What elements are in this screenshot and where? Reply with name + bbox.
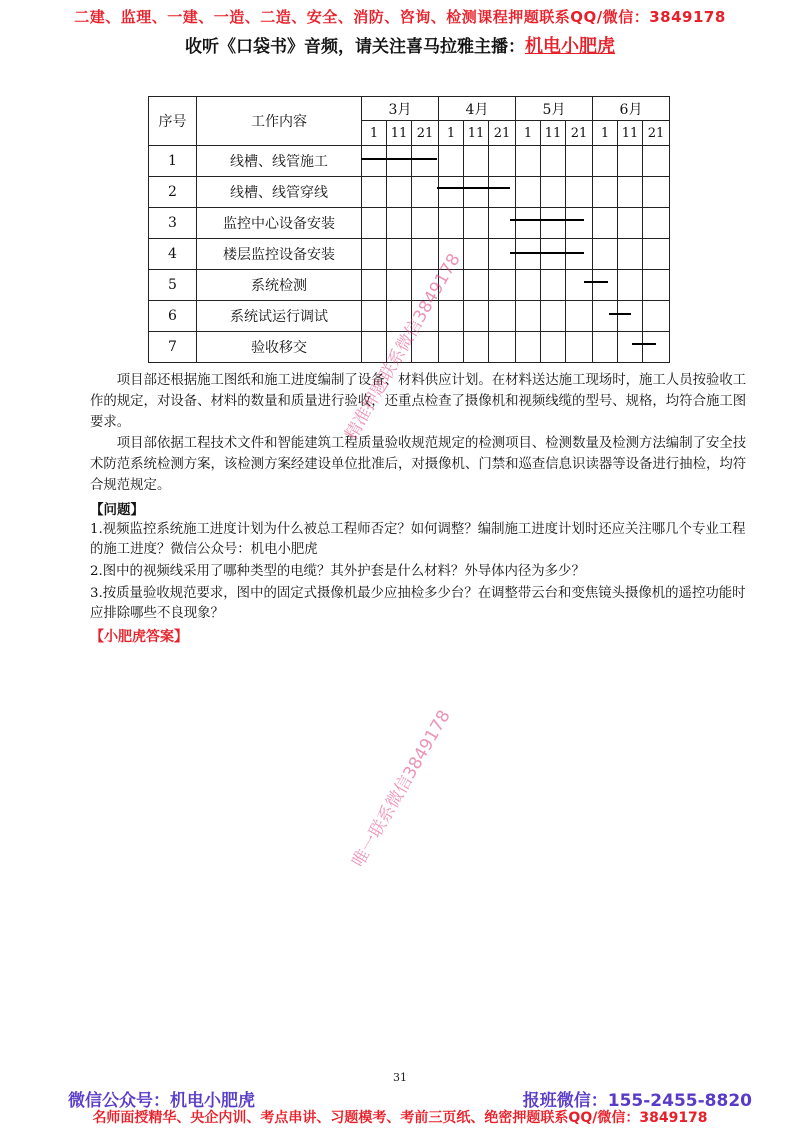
table-row	[149, 208, 670, 239]
row-task: 线槽、线管施工	[197, 146, 362, 177]
gantt-bar-6	[609, 313, 631, 315]
day-header: 11	[464, 121, 489, 146]
month-header: 6月	[593, 97, 670, 121]
paragraph-1: 项目部还根据施工图纸和施工进度编制了设备、材料供应计划。在材料送达施工现场时，施工人员按验收工作的规定，对设备、材料的数量和质量进行验收，还重点检查了摄像机和视频线缆的型号、规格，均符合施工图要求。	[90, 373, 747, 430]
row-task: 监控中心设备安装	[197, 208, 362, 239]
gantt-bar-5	[584, 281, 608, 283]
row-no: 7	[149, 332, 197, 363]
row-task: 验收移交	[197, 332, 362, 363]
day-header: 21	[566, 121, 593, 146]
day-header: 21	[489, 121, 516, 146]
table-row	[149, 239, 670, 270]
day-header: 1	[593, 121, 618, 146]
question-heading: 【问题】	[90, 502, 144, 518]
day-header: 11	[618, 121, 643, 146]
row-no: 4	[149, 239, 197, 270]
row-task: 线槽、线管穿线	[197, 177, 362, 208]
row-no: 1	[149, 146, 197, 177]
day-header: 11	[387, 121, 412, 146]
gantt-bar-4	[510, 252, 584, 254]
footer-enroll-label: 报班微信：	[522, 1091, 608, 1111]
top-banner: 二建、监理、一建、一造、二造、安全、消防、咨询、检测课程押题联系QQ/微信：3849178	[74, 8, 726, 26]
row-task: 系统检测	[197, 270, 362, 301]
question-3: 3.按质量验收规范要求，图中的固定式摄像机最少应抽检多少台？在调整带云台和变焦镜头摄像机的遥控功能时应排除哪些不良现象？	[90, 586, 746, 621]
question-2: 2.图中的视频线采用了哪种类型的电缆？其外护套是什么材料？外导体内径为多少？	[90, 564, 585, 579]
subtitle-prefix: 收听《口袋书》音频，请关注喜马拉雅主播：	[185, 37, 525, 57]
gantt-bar-7	[632, 343, 656, 345]
gantt-bar-1	[361, 158, 437, 160]
footer-enroll-number: 155-2455-8820	[607, 1091, 752, 1111]
table-row	[149, 146, 670, 177]
footer-wechat-account: 微信公众号：机电小肥虎	[68, 1091, 255, 1111]
watermark-2: 唯一联系微信3849178	[348, 706, 455, 871]
header-task: 工作内容	[197, 97, 362, 146]
question-1: 1.视频监控系统施工进度计划为什么被总工程师否定？如何调整？编制施工进度计划时还应关注哪几个专业工程的施工进度？微信公众号：机电小肥虎	[90, 522, 746, 557]
row-no: 6	[149, 301, 197, 332]
row-task: 系统试运行调试	[197, 301, 362, 332]
header-no: 序号	[149, 97, 197, 146]
day-header: 1	[362, 121, 387, 146]
gantt-bar-3	[510, 219, 584, 221]
day-header: 1	[516, 121, 541, 146]
paragraph-2: 项目部依据工程技术文件和智能建筑工程质量验收规范规定的检测项目、检测数量及检测方法编制了安全技术防范系统检测方案，该检测方案经建设单位批准后，对摄像机、门禁和巡查信息识读器等设备进行抽检，均符合规范规定。	[90, 436, 747, 493]
row-task: 楼层监控设备安装	[197, 239, 362, 270]
table-row	[149, 270, 670, 301]
day-header: 11	[541, 121, 566, 146]
watermark-1: 精准押题联系微信3849178	[341, 250, 465, 444]
subtitle-host-link[interactable]: 机电小肥虎	[525, 36, 615, 57]
month-header: 5月	[516, 97, 593, 121]
row-no: 2	[149, 177, 197, 208]
subtitle	[0, 32, 800, 58]
month-header: 3月	[362, 97, 439, 121]
footer-bottom-banner: 名师面授精华、央企内训、考点串讲、习题模考、考前三页纸、绝密押题联系QQ/微信：3849178	[92, 1110, 708, 1126]
day-header: 21	[412, 121, 439, 146]
row-no: 5	[149, 270, 197, 301]
gantt-bar-2	[437, 187, 510, 189]
row-no: 3	[149, 208, 197, 239]
month-header: 4月	[439, 97, 516, 121]
day-header: 21	[643, 121, 670, 146]
page-number: 31	[393, 1071, 407, 1084]
answer-heading: 【小肥虎答案】	[90, 629, 188, 645]
day-header: 1	[439, 121, 464, 146]
table-row	[149, 177, 670, 208]
